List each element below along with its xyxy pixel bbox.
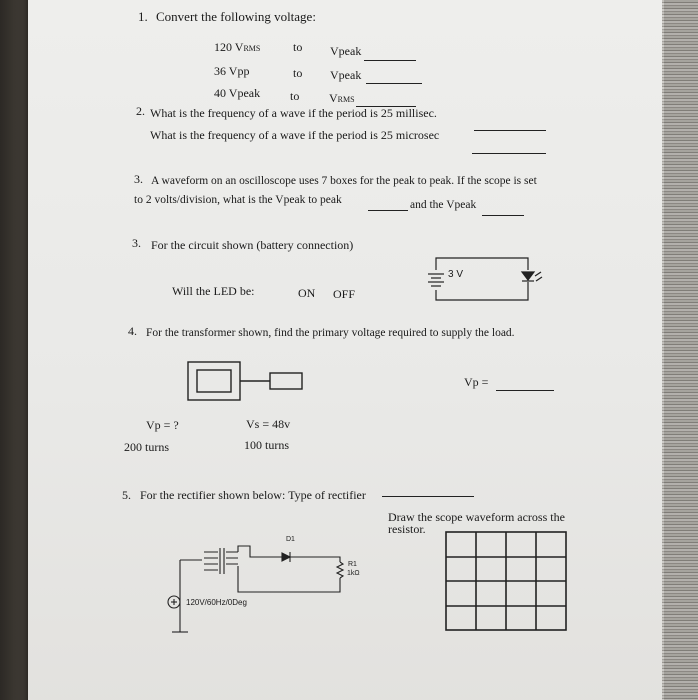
circuit-top-wire	[436, 258, 528, 270]
primary-core-outer	[188, 362, 240, 400]
q3a-line1: A waveform on an oscilloscope uses 7 boxes for the peak to peak. If the scope is set	[151, 175, 537, 187]
q3b-on-option[interactable]: ON	[298, 286, 316, 300]
source-label: 120V/60Hz/0Deg	[186, 598, 247, 607]
secondary-box	[270, 373, 302, 389]
q2-number: 2.	[136, 104, 145, 118]
diode-label: D1	[286, 536, 295, 543]
diode-icon	[282, 553, 290, 561]
q4-vp: Vp = ?	[146, 418, 179, 432]
q3a-vpeak-label: and the Vpeak	[410, 199, 477, 211]
q4-primary-turns: 200 turns	[124, 440, 169, 454]
q2-line1: What is the frequency of a wave if the period is 25 millisec.	[150, 106, 437, 120]
led-icon	[522, 272, 542, 281]
q1-row3-to: to	[290, 89, 300, 103]
q4-number: 4.	[128, 324, 137, 338]
q1-row3-value: 40 Vpeak	[214, 86, 261, 100]
q1-title: Convert the following voltage:	[156, 9, 316, 24]
transformer-primary-coil	[204, 552, 218, 570]
q5-line1: For the rectifier shown below: Type of rectifier	[140, 488, 366, 502]
q4-secondary-turns: 100 turns	[244, 438, 289, 452]
scope-grid	[446, 532, 566, 630]
q3a-line2: to 2 volts/division, what is the Vpeak to peak	[134, 194, 342, 206]
q3b-off-option[interactable]: OFF	[333, 287, 356, 301]
resistor-name: R1	[348, 561, 357, 568]
circuit-bottom-wire	[436, 282, 528, 300]
resistor-value: 1kΩ	[347, 570, 360, 577]
q1-row2-target: Vpeak	[330, 68, 362, 82]
q3a-number: 3.	[134, 172, 143, 186]
q3b-line1: For the circuit shown (battery connection)	[151, 238, 354, 252]
q1-row2-to: to	[293, 66, 303, 80]
q5-number: 5.	[122, 488, 131, 502]
resistor-icon	[337, 562, 343, 578]
q1-number: 1.	[138, 9, 148, 24]
q1-row1-to: to	[293, 40, 303, 54]
q4-vs: Vs = 48v	[246, 417, 291, 431]
primary-core-inner	[197, 370, 231, 392]
transformer-secondary-coil	[226, 552, 238, 564]
q3b-led-label: Will the LED be:	[172, 284, 255, 298]
q5-scope-instruction: Draw the scope waveform across the	[388, 510, 565, 524]
q2-line2: What is the frequency of a wave if the period is 25 microsec	[150, 128, 440, 142]
q1-row1-target: Vpeak	[330, 44, 362, 58]
q1-row3-target: VRMS	[329, 91, 355, 105]
q3b-number: 3.	[132, 236, 141, 250]
rectifier-circuit	[168, 546, 343, 632]
q5-scope-instruction-2: resistor.	[388, 522, 426, 536]
transformer-diagram	[188, 362, 302, 400]
q1-row2-value: 36 Vpp	[214, 64, 250, 78]
q4-vp-answer-label: Vp =	[464, 375, 489, 389]
q1-row1-value: 120 VRMS	[214, 40, 261, 54]
q4-line1: For the transformer shown, find the primary voltage required to supply the load.	[146, 327, 515, 339]
battery-label: 3 V	[448, 269, 464, 280]
battery-led-circuit	[428, 258, 542, 300]
